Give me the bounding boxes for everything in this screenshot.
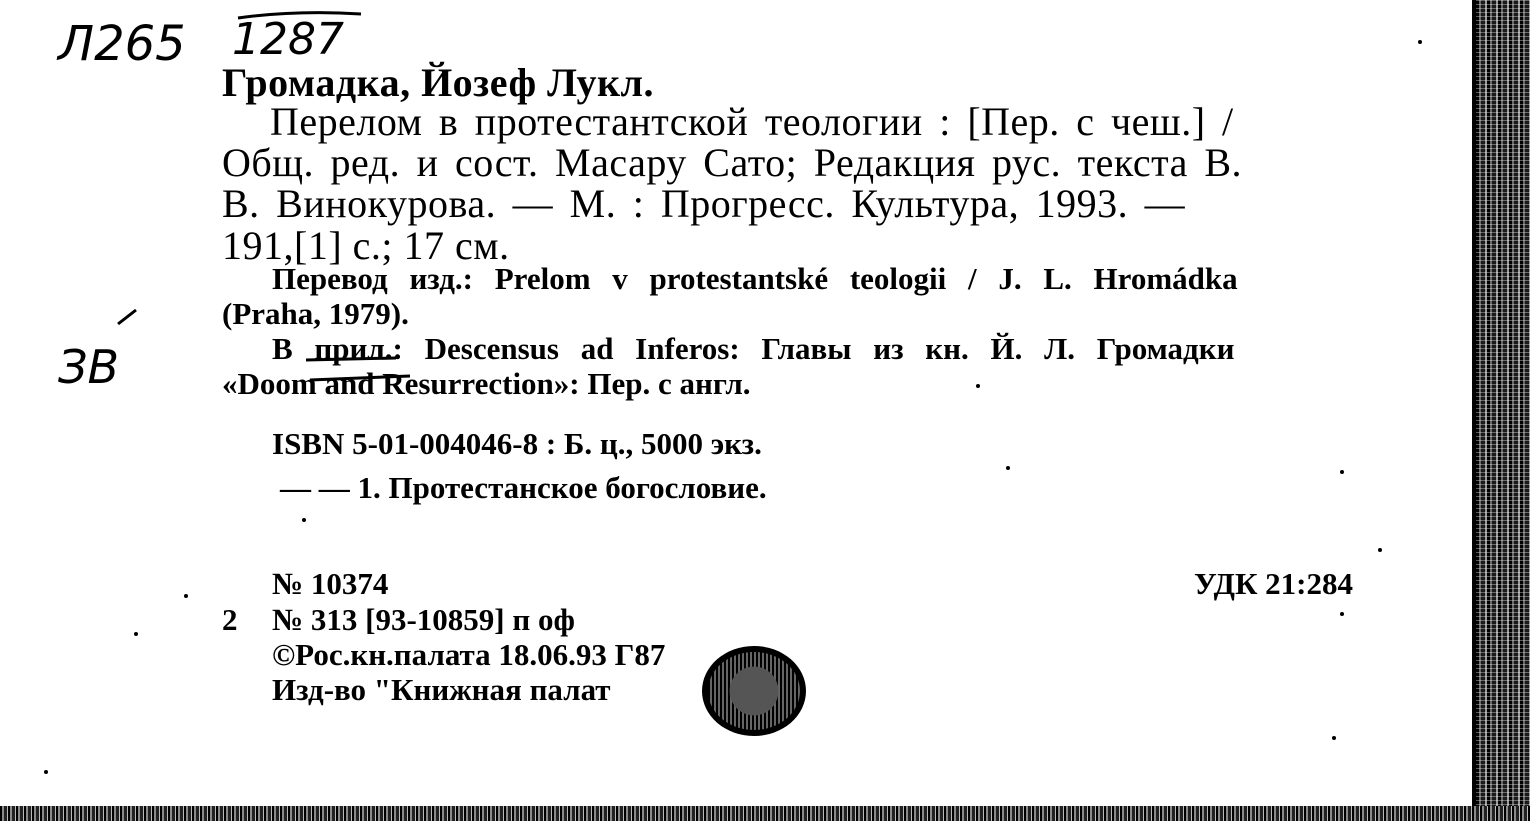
copyright-line: ©Рос.кн.палата 18.06.93 Г87 — [272, 637, 666, 672]
note-appendix-line-2: «Doom and Resurrection»: Пер. с англ. — [222, 366, 751, 401]
handwritten-overline — [236, 8, 366, 22]
handwritten-number-1: Л265 — [58, 16, 186, 72]
udk-code: УДК 21:284 — [1194, 566, 1353, 601]
scan-bottom-strip — [0, 806, 1530, 821]
note-translation-line-1: Перевод изд.: Prelom v protestantské teologii / J. L. Hromádka — [272, 261, 1238, 296]
note-appendix-line-1: В прил.: Descensus ad Inferos: Главы из кн. Й. Л. Громадки — [272, 331, 1235, 366]
scan-speck — [1378, 548, 1382, 552]
card-number: № 10374 — [272, 566, 389, 601]
isbn-line: ISBN 5-01-004046-8 : Б. ц., 5000 экз. — [272, 426, 762, 461]
punch-hole — [702, 646, 806, 736]
note-translation-line-2: (Praha, 1979). — [222, 296, 409, 331]
scan-speck — [1418, 40, 1422, 44]
handwritten-left-mark: ЗВ — [58, 340, 120, 394]
scan-speck — [1340, 612, 1344, 616]
appendix-underline — [300, 356, 420, 384]
scan-edge-strip — [1476, 0, 1530, 821]
scan-speck — [1332, 736, 1336, 740]
scan-speck — [976, 384, 980, 388]
scan-speck — [302, 518, 306, 522]
copy-count: 2 — [222, 602, 238, 637]
scan-speck — [1340, 470, 1344, 474]
publisher-line: Изд-во "Книжная палат — [272, 672, 611, 707]
title-line-1: Перелом в протестантской теологии : [Пер. с чеш.] / — [270, 99, 1234, 144]
registry-number: № 313 [93-10859] п оф — [272, 602, 575, 637]
subject-heading: — — 1. Протестанское богословие. — [280, 470, 767, 505]
scan-speck — [134, 632, 138, 636]
entry-heading: Громадка, Йозеф Лукл. — [222, 60, 654, 105]
title-line-4: 191,[1] с.; 17 см. — [222, 223, 510, 268]
scan-speck — [1006, 466, 1010, 470]
scan-speck — [44, 770, 48, 774]
handwritten-number-2: 1287 — [232, 14, 344, 65]
scan-speck — [184, 594, 188, 598]
handwritten-tick — [116, 306, 140, 326]
title-line-3: В. Винокурова. — М. : Прогресс. Культура, 1993. — — [222, 181, 1186, 226]
title-line-2: Общ. ред. и сост. Масару Сато; Редакция рус. текста В. — [222, 140, 1243, 185]
